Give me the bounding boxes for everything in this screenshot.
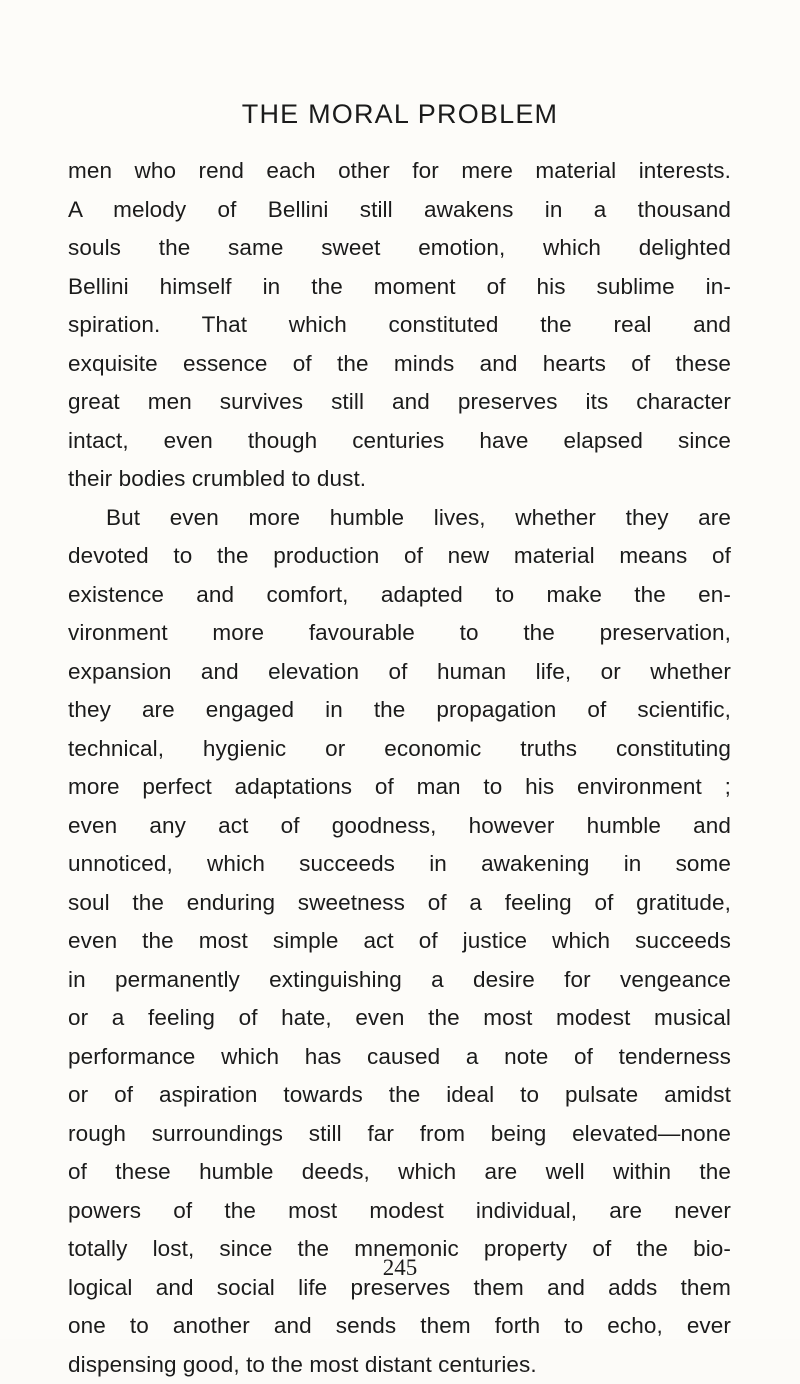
text-line: men who rend each other for mere material interests. xyxy=(68,152,731,191)
running-head: THE MORAL PROBLEM xyxy=(0,97,800,131)
page-number: 245 xyxy=(0,1253,800,1283)
paragraph-start-line: But even more humble lives, whether they are xyxy=(68,499,731,538)
text-line: spiration. That which constituted the real and xyxy=(68,306,731,345)
text-line: or of aspiration towards the ideal to pulsate amidst xyxy=(68,1076,731,1115)
text-line: exquisite essence of the minds and hearts of these xyxy=(68,345,731,384)
text-line: souls the same sweet emotion, which delighted xyxy=(68,229,731,268)
paragraph-end-line: their bodies crumbled to dust. xyxy=(68,460,731,499)
text-line: more perfect adaptations of man to his environment ; xyxy=(68,768,731,807)
text-line: great men survives still and preserves its character xyxy=(68,383,731,422)
text-line: powers of the most modest individual, are never xyxy=(68,1192,731,1231)
text-line: they are engaged in the propagation of scientific, xyxy=(68,691,731,730)
body-text xyxy=(68,152,731,1384)
text-line: totally lost, since the mnemonic property of the bio- xyxy=(68,1230,731,1269)
text-line: vironment more favourable to the preservation, xyxy=(68,614,731,653)
text-line: or a feeling of hate, even the most modest musical xyxy=(68,999,731,1038)
text-line: even any act of goodness, however humble and xyxy=(68,807,731,846)
text-line: of these humble deeds, which are well within the xyxy=(68,1153,731,1192)
text-line: devoted to the production of new material means of xyxy=(68,537,731,576)
text-line: existence and comfort, adapted to make the en- xyxy=(68,576,731,615)
text-line: even the most simple act of justice which succeeds xyxy=(68,922,731,961)
text-line: intact, even though centuries have elapsed since xyxy=(68,422,731,461)
text-line: logical and social life preserves them and adds them xyxy=(68,1269,731,1308)
text-line: rough surroundings still far from being elevated—none xyxy=(68,1115,731,1154)
text-line: unnoticed, which succeeds in awakening in some xyxy=(68,845,731,884)
text-line: Bellini himself in the moment of his sublime in- xyxy=(68,268,731,307)
text-line: soul the enduring sweetness of a feeling of gratitude, xyxy=(68,884,731,923)
text-line: expansion and elevation of human life, or whether xyxy=(68,653,731,692)
paragraph-end-line: dispensing good, to the most distant centuries. xyxy=(68,1346,731,1384)
text-line: technical, hygienic or economic truths constituting xyxy=(68,730,731,769)
text-line: one to another and sends them forth to echo, ever xyxy=(68,1307,731,1346)
text-line: performance which has caused a note of tenderness xyxy=(68,1038,731,1077)
text-line: A melody of Bellini still awakens in a thousand xyxy=(68,191,731,230)
text-line: in permanently extinguishing a desire for vengeance xyxy=(68,961,731,1000)
